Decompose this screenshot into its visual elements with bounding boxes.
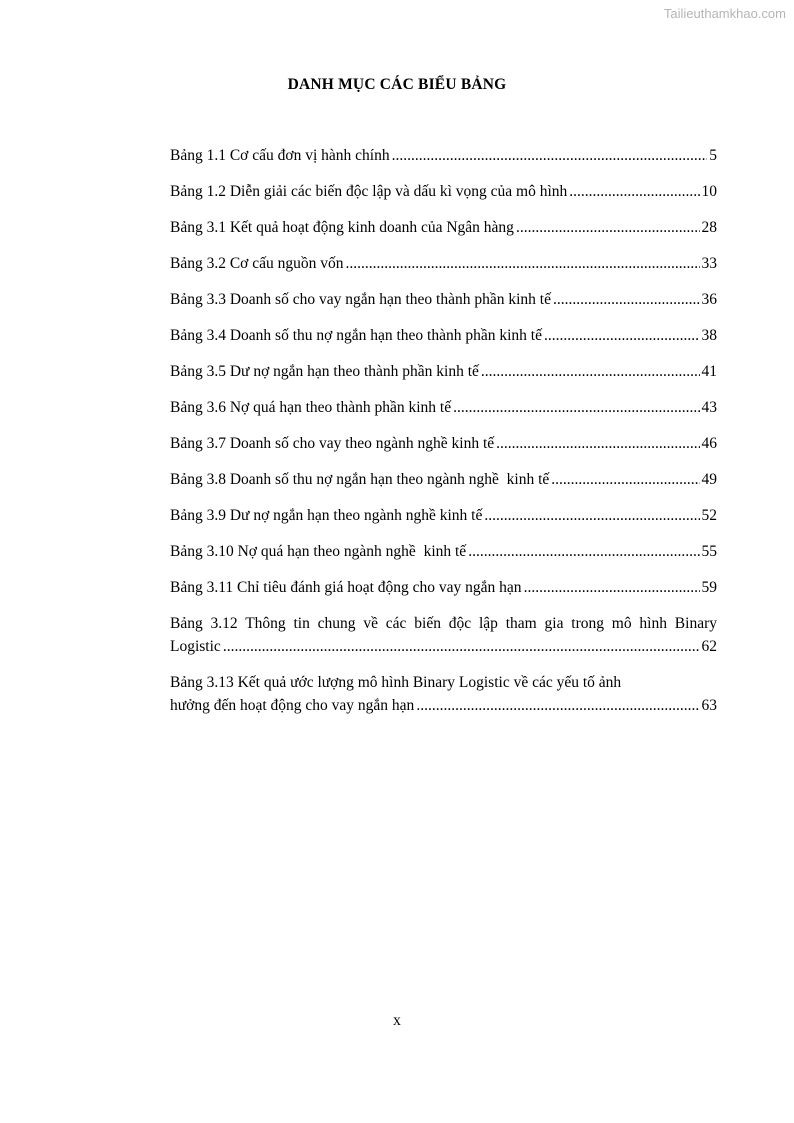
entry-text: Bảng 3.4 Doanh số thu nợ ngắn hạn theo thành phần kinh tế — [170, 327, 542, 344]
entry-page: 5 — [709, 147, 717, 164]
entry-text: Bảng 3.3 Doanh số cho vay ngắn hạn theo thành phần kinh tế — [170, 291, 551, 308]
leader-dots — [346, 252, 700, 275]
entry-page: 52 — [701, 507, 717, 524]
leader-dots — [496, 432, 699, 455]
entry-page: 36 — [701, 291, 717, 308]
list-item[interactable] — [170, 216, 717, 239]
entry-text-line-1: Bảng 3.12 Thông tin chung về các biến độc lập tham gia trong mô hình Binary — [170, 615, 717, 632]
entry-text: Bảng 3.10 Nợ quá hạn theo ngành nghề kinh tế — [170, 543, 467, 560]
list-item[interactable] — [170, 468, 717, 491]
entry-page: 59 — [701, 579, 717, 596]
list-item[interactable] — [170, 396, 717, 419]
entry-text: Bảng 3.7 Doanh số cho vay theo ngành nghề kinh tế — [170, 435, 495, 452]
entry-page: 38 — [701, 327, 717, 344]
entry-text: Bảng 3.1 Kết quả hoạt động kinh doanh của Ngân hàng — [170, 219, 514, 236]
list-item[interactable] — [170, 252, 717, 275]
entry-text: Bảng 1.1 Cơ cấu đơn vị hành chính — [170, 147, 390, 164]
page-title: DANH MỤC CÁC BIỂU BẢNG — [287, 76, 507, 93]
entry-page: 63 — [701, 697, 717, 714]
leader-dots — [453, 396, 699, 419]
entry-page: 33 — [701, 255, 717, 272]
list-item[interactable] — [170, 180, 717, 203]
entry-page: 46 — [701, 435, 717, 452]
leader-dots — [416, 694, 699, 717]
list-item[interactable] — [170, 671, 717, 717]
list-item[interactable] — [170, 432, 717, 455]
leader-dots — [544, 324, 700, 347]
entry-text: Bảng 3.9 Dư nợ ngắn hạn theo ngành nghề kinh tế — [170, 507, 483, 524]
entry-text: Bảng 1.2 Diễn giải các biến độc lập và dấu kì vọng của mô hình — [170, 183, 568, 200]
entry-page: 43 — [701, 399, 717, 416]
leader-dots — [468, 540, 699, 563]
entry-text-line-2: Logistic — [170, 638, 221, 655]
leader-dots — [553, 288, 700, 311]
entry-text: Bảng 3.5 Dư nợ ngắn hạn theo thành phần kinh tế — [170, 363, 479, 380]
entry-page: 62 — [701, 638, 717, 655]
leader-dots — [392, 144, 708, 167]
entry-text: Bảng 3.2 Cơ cấu nguồn vốn — [170, 255, 344, 272]
entry-text: Bảng 3.11 Chỉ tiêu đánh giá hoạt động cho vay ngắn hạn — [170, 579, 522, 596]
entry-page: 10 — [701, 183, 717, 200]
leader-dots — [516, 216, 700, 239]
leader-dots — [551, 468, 699, 491]
entry-page: 55 — [701, 543, 717, 560]
leader-dots — [223, 635, 700, 658]
list-item[interactable] — [170, 360, 717, 383]
list-item[interactable] — [170, 288, 717, 311]
list-item[interactable] — [170, 576, 717, 599]
entry-text: Bảng 3.6 Nợ quá hạn theo thành phần kinh tế — [170, 399, 452, 416]
list-item[interactable] — [170, 540, 717, 563]
list-item[interactable] — [170, 612, 717, 658]
entry-text: Bảng 3.8 Doanh số thu nợ ngắn hạn theo ngành nghề kinh tế — [170, 471, 550, 488]
list-item[interactable] — [170, 144, 717, 167]
table-list — [170, 144, 717, 730]
list-item[interactable] — [170, 324, 717, 347]
watermark: Tailieuthamkhao.com — [663, 6, 786, 21]
entry-page: 49 — [701, 471, 717, 488]
page-number: x — [393, 1012, 401, 1029]
entry-text-line-2: hưởng đến hoạt động cho vay ngắn hạn — [170, 697, 415, 714]
entry-text-line-1: Bảng 3.13 Kết quả ước lượng mô hình Binary Logistic về các yếu tố ảnh — [170, 674, 622, 691]
leader-dots — [484, 504, 699, 527]
leader-dots — [481, 360, 700, 383]
leader-dots — [524, 576, 700, 599]
entry-page: 28 — [701, 219, 717, 236]
entry-page: 41 — [701, 363, 717, 380]
list-item[interactable] — [170, 504, 717, 527]
leader-dots — [569, 180, 699, 203]
